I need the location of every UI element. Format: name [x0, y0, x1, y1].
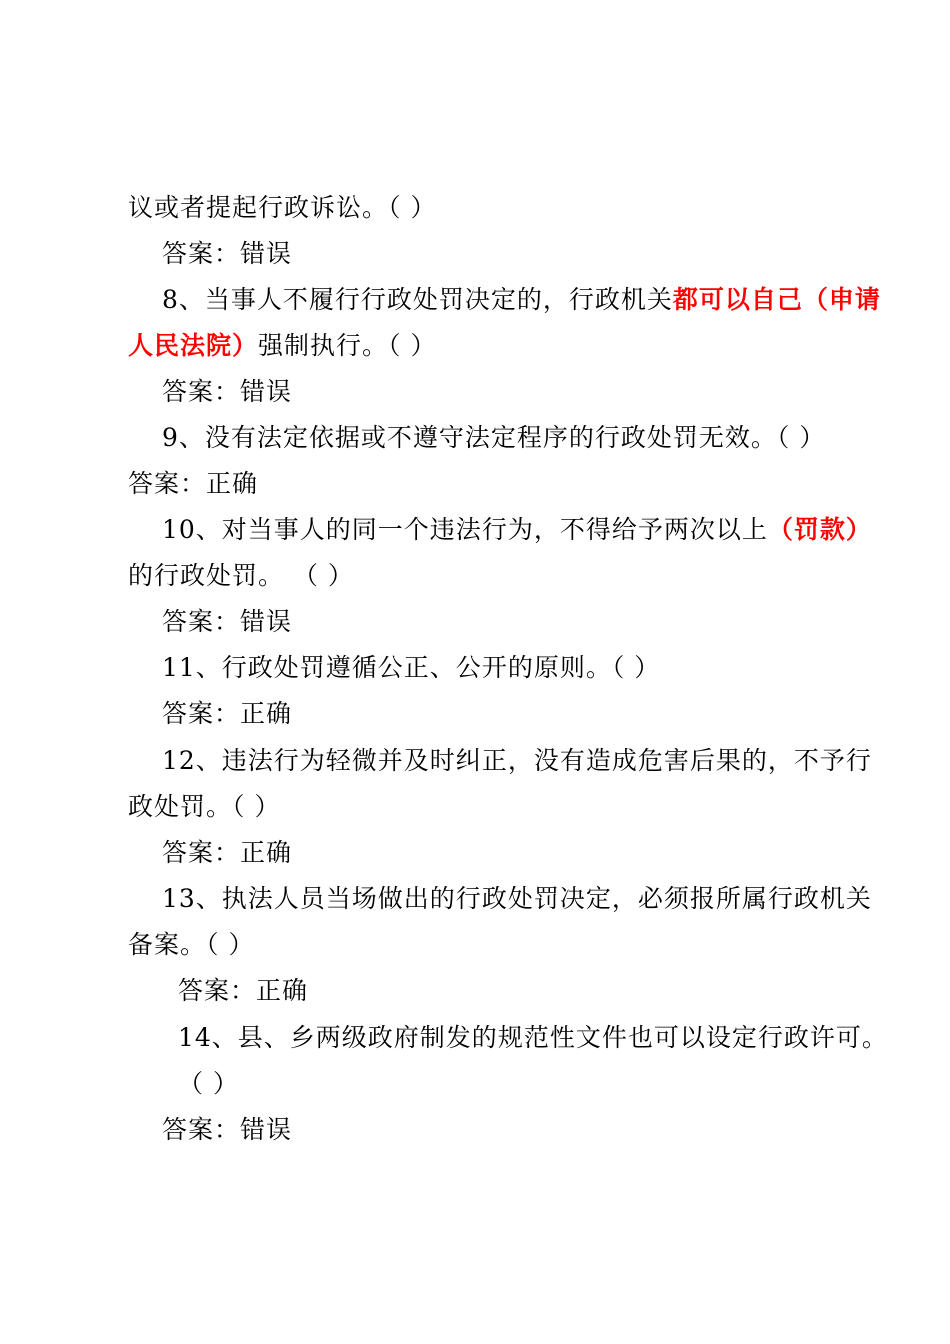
answer-text: 答案：错误	[162, 1115, 293, 1144]
question-text: 10、对当事人的同一个违法行为，不得给予两次以上	[162, 515, 768, 544]
question-text: 8、当事人不履行行政处罚决定的，行政机关	[162, 285, 673, 314]
question-11	[162, 645, 660, 691]
answer-text: 答案：正确	[162, 699, 293, 728]
question-text: 议或者提起行政诉讼。（ ）	[128, 193, 437, 222]
question-12-line-2	[128, 784, 280, 830]
question-text: 11、行政处罚遵循公正、公开的原则。（ ）	[162, 653, 661, 682]
answer-text: 答案：错误	[162, 239, 293, 268]
answer-13	[178, 968, 308, 1014]
answer-8	[162, 369, 292, 415]
highlighted-text: （罚款）	[767, 515, 872, 544]
answer-text: 答案：正确	[162, 838, 293, 867]
question-13-line-2	[128, 922, 254, 968]
answer-9	[128, 461, 258, 507]
question-14-line-1	[178, 1015, 888, 1061]
question-7-continuation	[128, 185, 436, 231]
question-text: 13、执法人员当场做出的行政处罚决定，必须报所属行政机关	[162, 884, 872, 913]
answer-text: 答案：错误	[162, 377, 293, 406]
highlighted-text: 人民法院）	[128, 331, 259, 360]
question-10-line-2	[128, 553, 354, 599]
answer-text: 答案：正确	[128, 469, 259, 498]
question-14-line-2	[178, 1061, 239, 1107]
question-text: 备案。（ ）	[128, 930, 255, 959]
question-8-line-1	[162, 277, 881, 323]
question-13-line-1	[162, 876, 872, 922]
answer-14	[162, 1107, 292, 1153]
answer-12	[162, 830, 292, 876]
question-text: 9、没有法定依据或不遵守法定程序的行政处罚无效。（ ）	[162, 423, 826, 452]
question-text: 14、县、乡两级政府制发的规范性文件也可以设定行政许可。	[178, 1023, 888, 1052]
question-9	[162, 415, 825, 461]
question-text: 政处罚。（ ）	[128, 792, 281, 821]
question-text: （ ）	[178, 1069, 239, 1098]
answer-7	[162, 231, 292, 277]
answer-10	[162, 599, 292, 645]
question-10-line-1	[162, 507, 872, 553]
answer-11	[162, 691, 292, 737]
highlighted-text: 都可以自己（申请	[672, 285, 881, 314]
answer-text: 答案：错误	[162, 607, 293, 636]
question-text: 的行政处罚。 （ ）	[128, 561, 354, 590]
question-text: 强制执行。（ ）	[258, 331, 437, 360]
question-8-line-2	[128, 323, 436, 369]
question-text: 12、违法行为轻微并及时纠正，没有造成危害后果的，不予行	[162, 746, 872, 775]
question-12-line-1	[162, 738, 872, 784]
answer-text: 答案：正确	[178, 976, 309, 1005]
